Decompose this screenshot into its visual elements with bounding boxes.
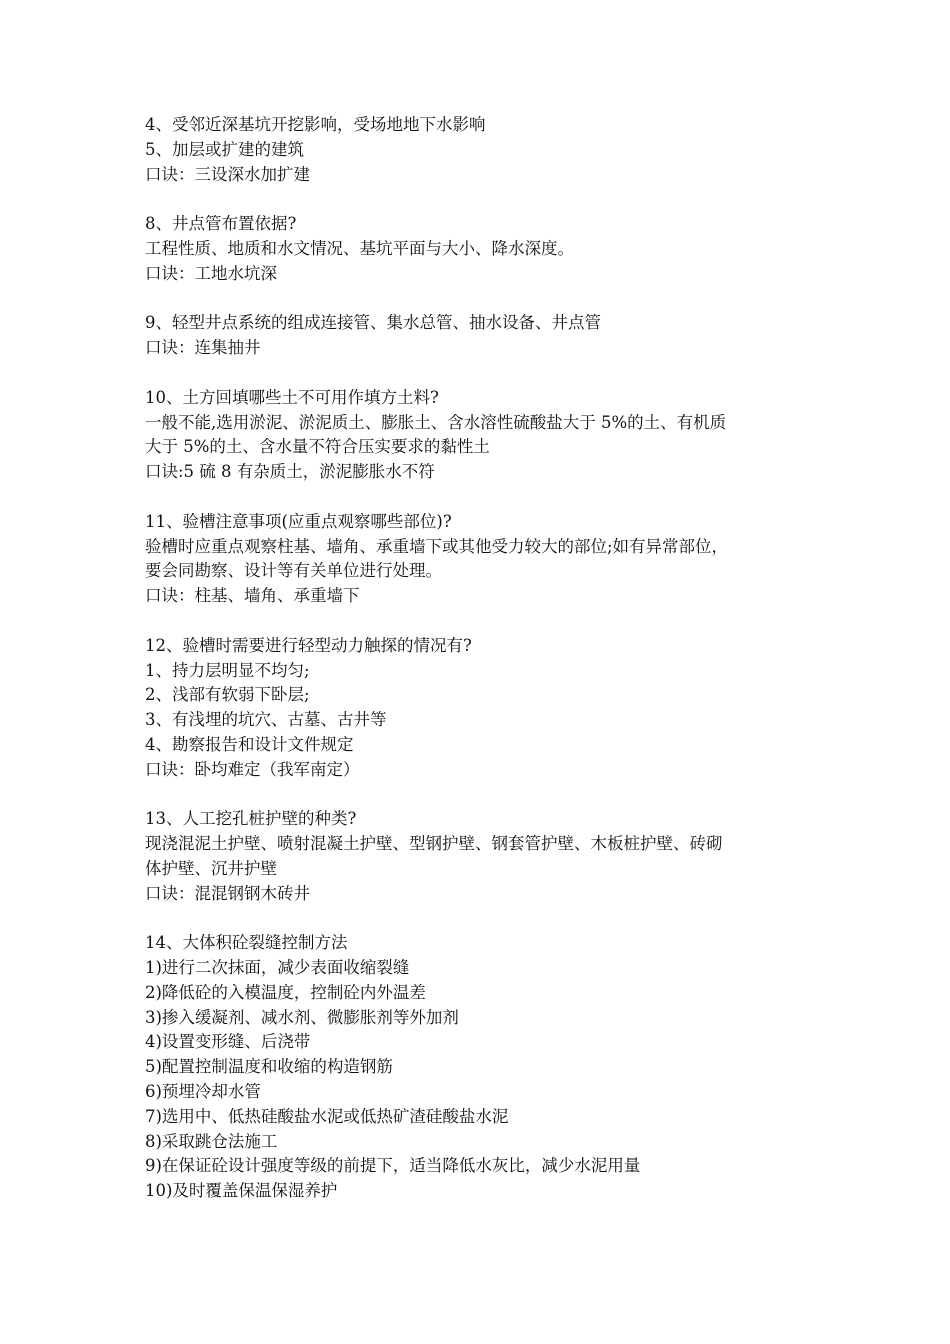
section-12	[145, 634, 815, 783]
section-8	[145, 212, 815, 286]
spacer	[145, 361, 815, 386]
spacer	[145, 783, 815, 808]
list-item: 2)降低砼的入模温度，控制砼内外温差	[145, 982, 426, 1002]
spacer	[145, 287, 815, 312]
list-item: 1、持力层明显不均匀;	[145, 660, 310, 680]
question-heading: 10、土方回填哪些土不可用作填方土料?	[145, 387, 439, 407]
list-item: 10)及时覆盖保温保湿养护	[145, 1181, 338, 1201]
section-14	[145, 931, 815, 1204]
list-item: 4、勘察报告和设计文件规定	[145, 734, 354, 754]
answer-text: 大于 5%的土、含水量不符合压实要求的黏性土	[145, 437, 490, 457]
list-item: 4)设置变形缝、后浇带	[145, 1032, 311, 1052]
section-11	[145, 510, 815, 609]
mnemonic: 口诀：混混钢钢木砖井	[145, 883, 310, 903]
section-13	[145, 807, 815, 906]
mnemonic: 口诀：工地水坑深	[145, 263, 277, 283]
list-item: 1)进行二次抹面，减少表面收缩裂缝	[145, 958, 410, 978]
section-10	[145, 386, 815, 485]
mnemonic: 口诀：柱基、墙角、承重墙下	[145, 586, 360, 606]
mnemonic: 口诀：三设深水加扩建	[145, 164, 310, 184]
question-heading: 14、大体积砼裂缝控制方法	[145, 933, 348, 953]
answer-text: 要会同勘察、设计等有关单位进行处理。	[145, 561, 442, 581]
spacer	[145, 187, 815, 212]
mnemonic: 口诀：连集抽井	[145, 338, 261, 358]
spacer	[145, 907, 815, 932]
answer-text: 工程性质、地质和水文情况、基坑平面与大小、降水深度。	[145, 238, 574, 258]
mnemonic: 口诀:5 硫 8 有杂质土，淤泥膨胀水不符	[145, 462, 435, 482]
list-item: 8)采取跳仓法施工	[145, 1131, 278, 1151]
list-item: 2、浅部有软弱下卧层;	[145, 685, 310, 705]
question-heading: 8、井点管布置依据?	[145, 214, 297, 234]
list-item: 9)在保证砼设计强度等级的前提下，适当降低水灰比，减少水泥用量	[145, 1156, 641, 1176]
list-item: 6)预埋冷却水管	[145, 1082, 261, 1102]
list-item: 4、受邻近深基坑开挖影响，受场地地下水影响	[145, 115, 486, 134]
spacer	[145, 609, 815, 634]
list-item: 3)掺入缓凝剂、减水剂、微膨胀剂等外加剂	[145, 1007, 459, 1027]
answer-text: 现浇混泥土护壁、喷射混凝土护壁、型钢护壁、钢套管护壁、木板桩护壁、砖砌	[145, 834, 723, 854]
section-9	[145, 311, 815, 361]
mnemonic: 口诀：卧均难定（我军南定）	[145, 759, 360, 779]
list-item: 7)选用中、低热硅酸盐水泥或低热矿渣硅酸盐水泥	[145, 1106, 509, 1126]
question-heading: 9、轻型井点系统的组成连接管、集水总管、抽水设备、井点管	[145, 313, 601, 333]
section-1	[145, 113, 815, 187]
answer-text: 一般不能,选用淤泥、淤泥质土、膨胀土、含水溶性硫酸盐大于 5%的土、有机质	[145, 412, 727, 432]
question-heading: 13、人工挖孔桩护壁的种类?	[145, 809, 357, 829]
list-item: 5)配置控制温度和收缩的构造钢筋	[145, 1057, 393, 1077]
question-heading: 11、验槽注意事项(应重点观察哪些部位)?	[145, 511, 452, 531]
answer-text: 体护壁、沉井护壁	[145, 858, 277, 878]
list-item: 3、有浅埋的坑穴、古墓、古井等	[145, 710, 387, 730]
list-item: 5、加层或扩建的建筑	[145, 139, 304, 159]
answer-text: 验槽时应重点观察柱基、墙角、承重墙下或其他受力较大的部位;如有异常部位，	[145, 536, 729, 556]
question-heading: 12、验槽时需要进行轻型动力触探的情况有?	[145, 635, 472, 655]
spacer	[145, 485, 815, 510]
document-page	[145, 113, 815, 1204]
